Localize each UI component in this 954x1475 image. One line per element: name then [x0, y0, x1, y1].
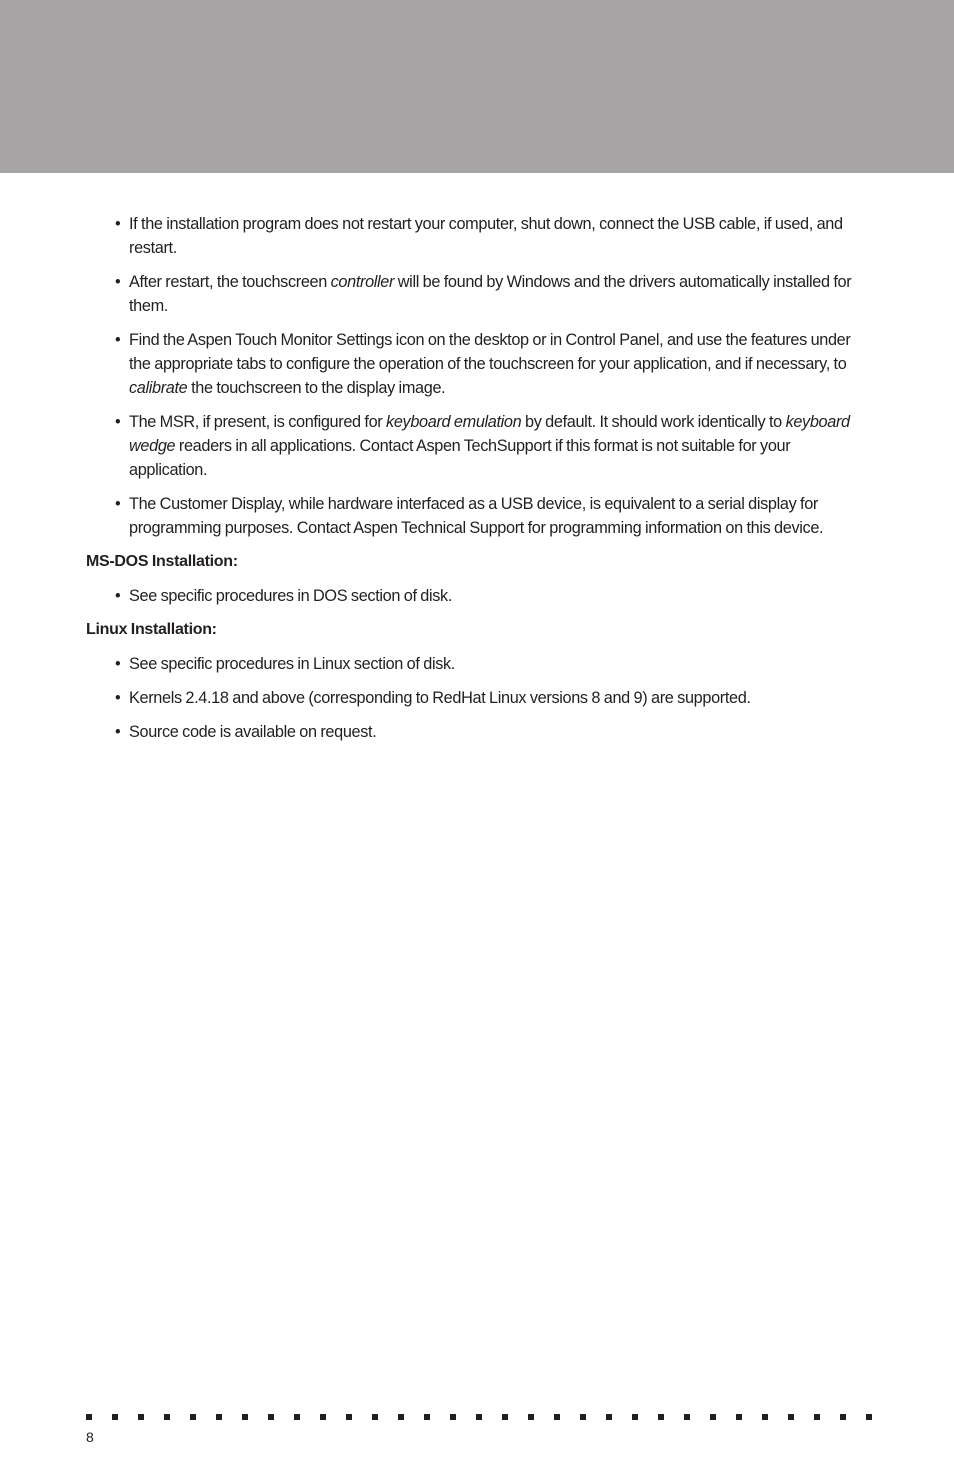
footer-dot	[866, 1414, 872, 1420]
footer-dot	[372, 1414, 378, 1420]
footer-dot	[606, 1414, 612, 1420]
footer-dot	[86, 1414, 92, 1420]
text-run: See specific procedures in DOS section of disk.	[129, 587, 453, 605]
page-content	[86, 212, 868, 754]
text-run: After restart, the touchscreen	[129, 273, 331, 291]
list-item	[129, 720, 868, 744]
footer-dot	[736, 1414, 742, 1420]
bullet-list	[86, 212, 868, 540]
list-item	[129, 686, 868, 710]
emphasized-text: controller	[330, 273, 395, 291]
footer-dot	[684, 1414, 690, 1420]
text-run: Source code is available on request.	[129, 723, 377, 741]
footer-dot	[788, 1414, 794, 1420]
section-heading: Linux Installation:	[86, 621, 217, 638]
text-run: The MSR, if present, is configured for	[129, 413, 387, 431]
bullet-list	[86, 652, 868, 744]
footer-dot	[476, 1414, 482, 1420]
footer-dot-rule	[86, 1414, 872, 1422]
text-run: readers in all applications. Contact Aspen TechSupport if this format is not suitable for your application.	[129, 437, 791, 479]
footer-dot	[580, 1414, 586, 1420]
text-run: the touchscreen to the display image.	[187, 379, 446, 397]
footer-dot	[762, 1414, 768, 1420]
footer-dot	[164, 1414, 170, 1420]
text-run: See specific procedures in Linux section of disk.	[129, 655, 455, 673]
footer-dot	[268, 1414, 274, 1420]
list-item	[129, 212, 868, 260]
text-run: If the installation program does not restart your computer, shut down, connect the USB cable, if used, and restart.	[129, 215, 843, 257]
page-number: 8	[86, 1429, 94, 1445]
section-heading: MS-DOS Installation:	[86, 553, 238, 570]
footer-dot	[502, 1414, 508, 1420]
footer-dot	[528, 1414, 534, 1420]
emphasized-text: calibrate	[129, 379, 188, 397]
header-band	[0, 0, 954, 173]
footer-dot	[242, 1414, 248, 1420]
list-item	[129, 652, 868, 676]
list-item	[129, 584, 868, 608]
footer-dot	[216, 1414, 222, 1420]
footer-dot	[294, 1414, 300, 1420]
text-run: will be found by Windows and the drivers automatically installed for them.	[129, 273, 852, 315]
footer-dot	[190, 1414, 196, 1420]
list-item	[129, 410, 868, 482]
footer-dot	[346, 1414, 352, 1420]
bullet-list	[86, 584, 868, 608]
text-run: by default. It should work identically to	[521, 413, 786, 431]
footer-dot	[710, 1414, 716, 1420]
text-run: The Customer Display, while hardware interfaced as a USB device, is equivalent to a serial display for programming purposes. Contact Aspen Technical Support for programming information on this device.	[129, 495, 824, 537]
footer-dot	[840, 1414, 846, 1420]
footer-dot	[632, 1414, 638, 1420]
footer-dot	[320, 1414, 326, 1420]
footer-dot	[138, 1414, 144, 1420]
emphasized-text: keyboard emulation	[386, 413, 522, 431]
footer-dot	[424, 1414, 430, 1420]
list-item	[129, 270, 868, 318]
footer-dot	[658, 1414, 664, 1420]
list-item	[129, 492, 868, 540]
footer-dot	[112, 1414, 118, 1420]
footer-dot	[554, 1414, 560, 1420]
footer-dot	[814, 1414, 820, 1420]
list-item	[129, 328, 868, 400]
emphasized-text: keyboard wedge	[129, 413, 850, 455]
footer-dot	[398, 1414, 404, 1420]
footer-dot	[450, 1414, 456, 1420]
text-run: Find the Aspen Touch Monitor Settings icon on the desktop or in Control Panel, and use the features under the appropriate tabs to configure the operation of the touchscreen for your application, and if necessary, to	[129, 331, 851, 373]
text-run: Kernels 2.4.18 and above (corresponding to RedHat Linux versions 8 and 9) are supported.	[129, 689, 751, 707]
